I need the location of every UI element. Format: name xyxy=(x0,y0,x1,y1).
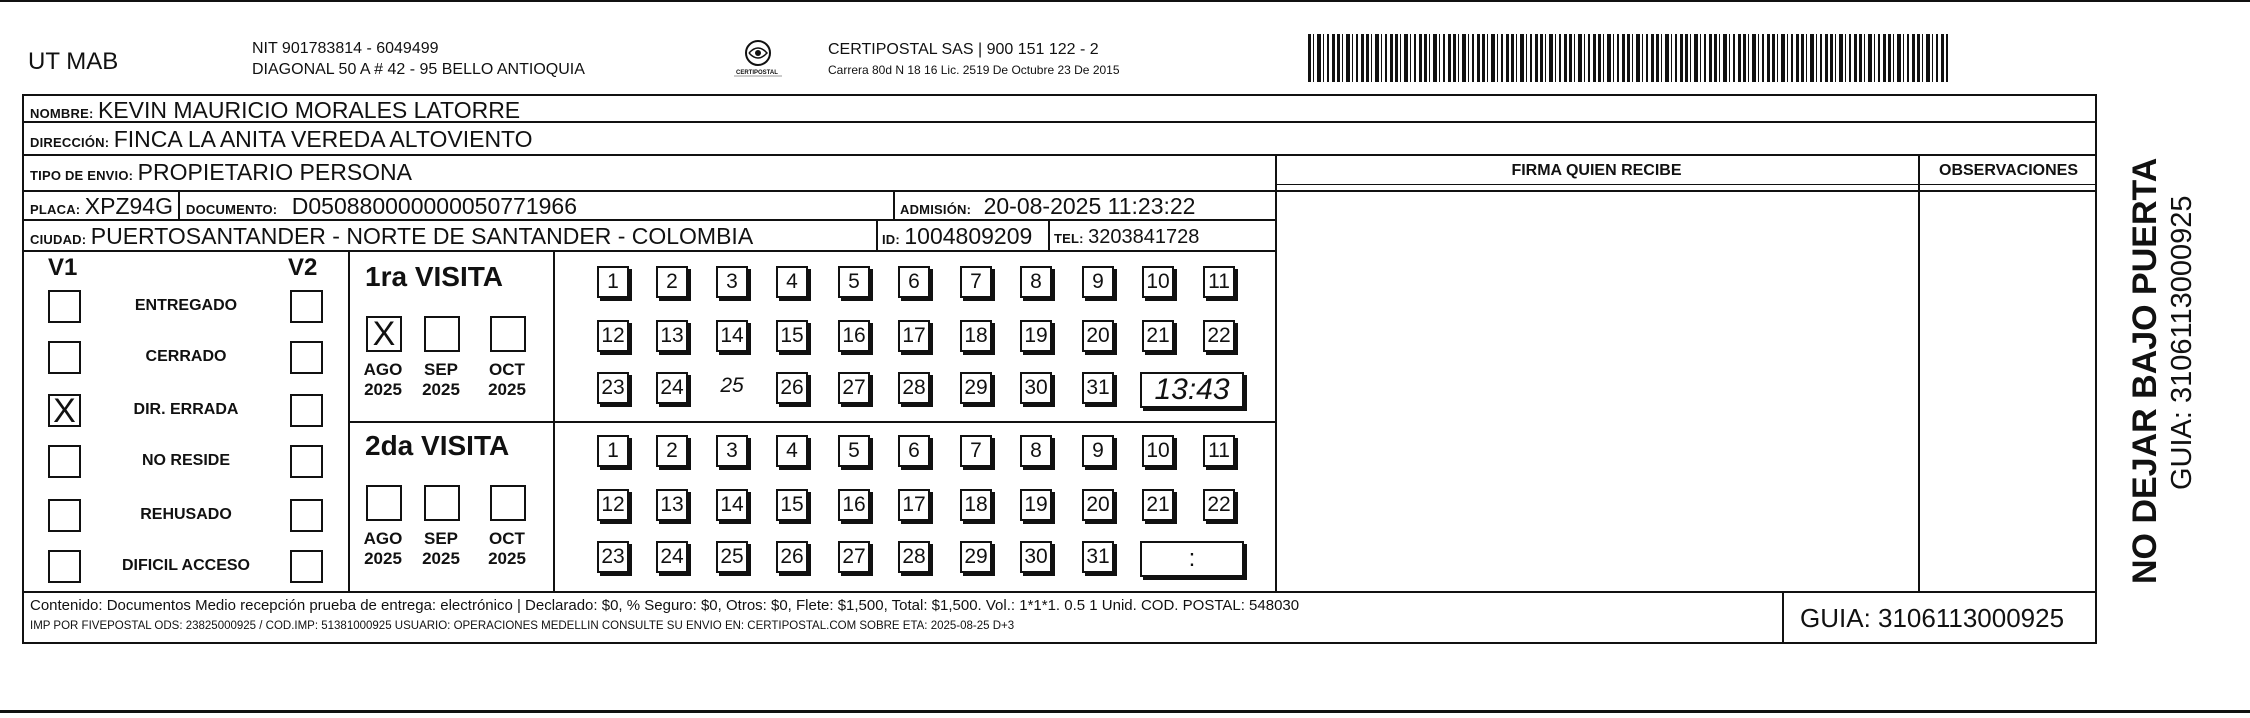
barcode xyxy=(1308,34,1948,82)
day-box[interactable]: 14 xyxy=(716,320,748,352)
month-label: OCT 2025 xyxy=(488,529,526,568)
day-box[interactable]: 4 xyxy=(776,435,808,467)
day-box[interactable]: 31 xyxy=(1082,372,1114,404)
month-label: SEP 2025 xyxy=(422,360,460,399)
day-box[interactable]: 10 xyxy=(1142,266,1174,298)
tel-label: TEL: xyxy=(1054,231,1084,246)
day-box[interactable]: 17 xyxy=(898,489,930,521)
row-line xyxy=(22,154,2097,156)
day-box[interactable]: 6 xyxy=(898,435,930,467)
footer-guia: GUIA: 3106113000925 xyxy=(1800,603,2065,633)
col-line xyxy=(893,190,895,219)
v2-checkbox[interactable] xyxy=(290,290,323,323)
day-box[interactable]: 27 xyxy=(838,372,870,404)
day-box[interactable]: 14 xyxy=(716,489,748,521)
status-label: CERRADO xyxy=(145,348,227,365)
col-line xyxy=(1782,591,1784,644)
status-label: REHUSADO xyxy=(140,506,232,523)
day-box[interactable]: 5 xyxy=(838,435,870,467)
row-line xyxy=(22,190,2097,192)
day-box[interactable]: 29 xyxy=(960,372,992,404)
day-box[interactable]: 13 xyxy=(656,320,688,352)
v2-checkbox[interactable] xyxy=(290,445,323,478)
day-box[interactable]: 6 xyxy=(898,266,930,298)
day-box[interactable]: 12 xyxy=(597,320,629,352)
documento-row xyxy=(186,195,577,218)
v1-checkbox[interactable] xyxy=(48,290,81,323)
month-checkbox[interactable]: X xyxy=(366,316,402,352)
tipo-value: PROPIETARIO PERSONA xyxy=(137,159,413,185)
logo-text: CERTIPOSTAL xyxy=(736,70,778,76)
day-box[interactable]: 13 xyxy=(656,489,688,521)
v1-checkbox[interactable] xyxy=(48,499,81,532)
month-label: AGO 2025 xyxy=(363,360,403,399)
day-box[interactable]: 19 xyxy=(1020,489,1052,521)
day-box[interactable]: 30 xyxy=(1020,372,1052,404)
day-box[interactable]: 20 xyxy=(1082,320,1114,352)
v2-checkbox[interactable] xyxy=(290,550,323,583)
admision-label: ADMISIÓN: xyxy=(900,202,972,217)
col-line xyxy=(1048,219,1050,250)
month-checkbox[interactable] xyxy=(366,485,402,521)
day-box[interactable]: 3 xyxy=(716,435,748,467)
ciudad-row xyxy=(30,225,753,248)
day-box[interactable]: 15 xyxy=(776,320,808,352)
day-box[interactable]: 23 xyxy=(597,372,629,404)
day-box[interactable]: 12 xyxy=(597,489,629,521)
day-box[interactable]: 25 xyxy=(716,541,748,573)
day-box[interactable]: 31 xyxy=(1082,541,1114,573)
v1-checkbox[interactable] xyxy=(48,550,81,583)
day-box[interactable]: 9 xyxy=(1082,435,1114,467)
row-line xyxy=(348,421,1275,423)
observaciones-header: OBSERVACIONES xyxy=(1939,162,2078,179)
day-box[interactable]: 16 xyxy=(838,320,870,352)
day-box[interactable]: 30 xyxy=(1020,541,1052,573)
visit1-title: 1ra VISITA xyxy=(365,261,503,292)
day-box[interactable]: 3 xyxy=(716,266,748,298)
top-rule xyxy=(0,0,2250,2)
month-label: OCT 2025 xyxy=(488,360,526,399)
day-box[interactable]: 4 xyxy=(776,266,808,298)
day-box[interactable]: 15 xyxy=(776,489,808,521)
day-box[interactable]: 22 xyxy=(1203,489,1235,521)
v2-checkbox[interactable] xyxy=(290,499,323,532)
tel-row xyxy=(1054,227,1199,247)
placa-value: XPZ94G xyxy=(84,193,173,219)
day-box[interactable]: 2 xyxy=(656,266,688,298)
day-box[interactable]: 11 xyxy=(1203,435,1235,467)
v2-checkbox[interactable] xyxy=(290,341,323,374)
v1-checkbox[interactable] xyxy=(48,445,81,478)
side-warning: NO DEJAR BAJO PUERTA xyxy=(2126,157,2164,584)
documento-label: DOCUMENTO: xyxy=(186,202,278,217)
day-box[interactable]: 9 xyxy=(1082,266,1114,298)
direccion-value: FINCA LA ANITA VEREDA ALTOVIENTO xyxy=(113,126,533,152)
col-line xyxy=(876,219,878,250)
day-box[interactable]: 23 xyxy=(597,541,629,573)
status-label: NO RESIDE xyxy=(141,452,230,469)
day-box[interactable]: 24 xyxy=(656,372,688,404)
placa-row xyxy=(30,195,173,218)
col-line xyxy=(178,190,180,219)
status-label: ENTREGADO xyxy=(134,297,238,314)
certipostal-info: CERTIPOSTAL SAS | 900 151 122 - 2 xyxy=(828,41,1099,58)
row-line xyxy=(22,591,2097,593)
footer-print-info: IMP POR FIVEPOSTAL ODS: 23825000925 / COD.IMP: 51381000925 USUARIO: OPERACIONES MEDELLIN CONSULTE SU ENVIO EN: CERTIPOSTAL.COM SOBRE ETA: 2025-08-25 D+3 xyxy=(30,620,1015,632)
day-box[interactable]: 21 xyxy=(1142,320,1174,352)
day-box[interactable]: 5 xyxy=(838,266,870,298)
firma-header-line xyxy=(1275,184,2097,185)
footer-content: Contenido: Documentos Medio recepción prueba de entrega: electrónico | Declarado: $0, % Seguro: $0, Otros: $0, Flete: $1,500, Total: $1,500. Vol.: 1*1*1. 0.5 1 Unid. COD. POSTAL: 548030 xyxy=(30,597,1300,614)
tel-value: 3203841728 xyxy=(1088,226,1200,248)
day-box[interactable]: 28 xyxy=(898,372,930,404)
row-line xyxy=(22,250,1275,252)
day-box[interactable]: 8 xyxy=(1020,435,1052,467)
day-box[interactable]: 16 xyxy=(838,489,870,521)
month-checkbox[interactable] xyxy=(490,485,526,521)
col-line xyxy=(1275,154,1277,591)
firma-header: FIRMA QUIEN RECIBE xyxy=(1511,162,1682,179)
month-checkbox[interactable] xyxy=(424,485,460,521)
direccion-row xyxy=(30,128,533,151)
day-box[interactable]: 10 xyxy=(1142,435,1174,467)
day-box[interactable]: 29 xyxy=(960,541,992,573)
certipostal-logo xyxy=(722,38,794,84)
status-label: DIFICIL ACCESO xyxy=(121,557,250,574)
admision-value: 20-08-2025 11:23:22 xyxy=(983,193,1196,219)
ciudad-value: PUERTOSANTANDER - NORTE DE SANTANDER - COLOMBIA xyxy=(90,223,754,249)
certipostal-logo-icon xyxy=(722,38,794,84)
ciudad-label: CIUDAD: xyxy=(30,232,87,247)
placa-label: PLACA: xyxy=(30,202,81,217)
v2-header: V2 xyxy=(288,254,318,281)
month-checkbox[interactable] xyxy=(424,316,460,352)
nombre-value: KEVIN MAURICIO MORALES LATORRE xyxy=(97,97,521,123)
v1-checkbox[interactable]: X xyxy=(48,394,81,427)
nombre-label xyxy=(30,99,520,122)
day-box[interactable]: 7 xyxy=(960,435,992,467)
id-label: ID: xyxy=(882,232,900,247)
time-box[interactable]: : xyxy=(1140,541,1244,577)
documento-value: D050880000000050771966 xyxy=(291,193,577,219)
nit: NIT 901783814 - 6049499 xyxy=(252,40,439,57)
v1-checkbox[interactable] xyxy=(48,341,81,374)
month-label: AGO 2025 xyxy=(363,529,403,568)
nombre-label-text: NOMBRE: xyxy=(30,106,94,121)
id-value: 1004809209 xyxy=(904,223,1033,249)
col-line xyxy=(1918,154,1920,591)
day-box[interactable]: 24 xyxy=(656,541,688,573)
col-line xyxy=(348,250,350,591)
day-box[interactable]: 26 xyxy=(776,372,808,404)
bottom-rule xyxy=(0,710,2250,713)
visit2-title: 2da VISITA xyxy=(365,430,510,461)
col-line xyxy=(553,250,555,591)
side-guia: GUIA: 3106113000925 xyxy=(2166,195,2198,490)
day-box[interactable]: 26 xyxy=(776,541,808,573)
day-box[interactable]: 18 xyxy=(960,320,992,352)
day-box[interactable]: 19 xyxy=(1020,320,1052,352)
id-row xyxy=(882,225,1032,248)
day-box[interactable]: 28 xyxy=(898,541,930,573)
month-checkbox[interactable] xyxy=(490,316,526,352)
row-line xyxy=(22,219,1275,221)
sender-address: DIAGONAL 50 A # 42 - 95 BELLO ANTIOQUIA xyxy=(252,61,585,78)
v2-checkbox[interactable] xyxy=(290,394,323,427)
day-box[interactable]: 18 xyxy=(960,489,992,521)
day-box[interactable]: 22 xyxy=(1203,320,1235,352)
day-box[interactable]: 1 xyxy=(597,266,629,298)
admision-row xyxy=(900,195,1195,218)
day-box[interactable]: 2 xyxy=(656,435,688,467)
tipo-row xyxy=(30,161,412,184)
day-box[interactable]: 27 xyxy=(838,541,870,573)
day-box[interactable]: 8 xyxy=(1020,266,1052,298)
certipostal-license: Carrera 80d N 18 16 Lic. 2519 De Octubre 23 De 2015 xyxy=(828,63,1120,77)
day-box[interactable]: 17 xyxy=(898,320,930,352)
v1-header: V1 xyxy=(48,254,78,281)
day-box[interactable]: 20 xyxy=(1082,489,1114,521)
time-box[interactable]: 13:43 xyxy=(1140,372,1244,408)
tipo-label: TIPO DE ENVIO: xyxy=(30,168,134,183)
day-box[interactable]: 7 xyxy=(960,266,992,298)
direccion-label: DIRECCIÓN: xyxy=(30,135,110,150)
day-box[interactable]: 1 xyxy=(597,435,629,467)
day-box-marked[interactable]: 25 xyxy=(720,374,744,397)
company-name: UT MAB xyxy=(28,48,119,75)
day-box[interactable]: 11 xyxy=(1203,266,1235,298)
status-label: DIR. ERRADA xyxy=(133,401,239,418)
day-box[interactable]: 21 xyxy=(1142,489,1174,521)
month-label: SEP 2025 xyxy=(422,529,460,568)
